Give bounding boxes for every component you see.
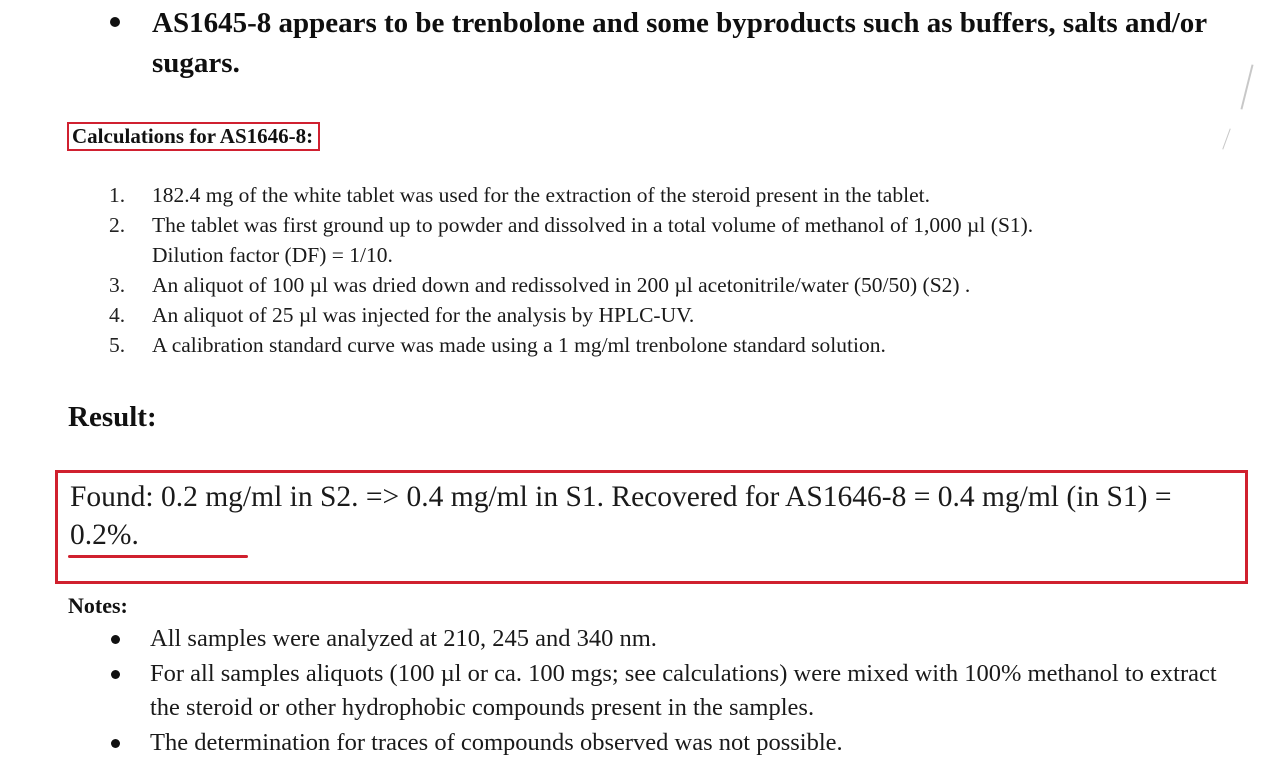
- bullet-icon: [111, 635, 120, 644]
- result-heading: Result:: [68, 401, 157, 433]
- notes-heading: Notes:: [68, 593, 128, 618]
- step-text-block: [152, 210, 1262, 270]
- step-text: A calibration standard curve was made using a 1 mg/ml trenbolone standard solution.: [152, 333, 886, 357]
- step-number: 3.: [109, 273, 126, 297]
- result-text: Found: 0.2 mg/ml in S2. => 0.4 mg/ml in S1. Recovered for AS1646-8 = 0.4 mg/ml (in S1) = 0.2%.: [70, 481, 1172, 551]
- result-underline-mark: [68, 555, 248, 558]
- step-text: An aliquot of 100 µl was dried down and redissolved in 200 µl acetonitrile/water (50/50) (S2) .: [152, 273, 971, 297]
- scan-artifact: [1222, 128, 1230, 149]
- step-text: The tablet was first ground up to powder and dissolved in a total volume of methanol of 1,000 µl (S1).: [152, 213, 1034, 237]
- step-text: An aliquot of 25 µl was injected for the analysis by HPLC-UV.: [152, 303, 695, 327]
- scan-artifact: [1240, 64, 1253, 109]
- note-text: All samples were analyzed at 210, 245 and 340 nm.: [150, 625, 657, 652]
- summary-bullet-text: AS1645-8 appears to be trenbolone and some byproducts such as buffers, salts and/or sugars.: [152, 7, 1207, 79]
- step-number: 2.: [109, 213, 126, 237]
- bullet-icon: [111, 670, 120, 679]
- step-text-continued: Dilution factor (DF) = 1/10.: [152, 243, 393, 267]
- step-number: 5.: [109, 333, 126, 357]
- note-text: The determination for traces of compounds observed was not possible.: [150, 729, 843, 756]
- step-number: 4.: [109, 303, 126, 327]
- step-text: 182.4 mg of the white tablet was used for the extraction of the steroid present in the tablet.: [152, 183, 930, 207]
- result-highlight-box: [55, 470, 1248, 584]
- step-number: 1.: [109, 183, 126, 207]
- note-text: For all samples aliquots (100 µl or ca. 100 mgs; see calculations) were mixed with 100% methanol to extract the steroid or other hydrophobic compounds present in the samples.: [150, 660, 1217, 721]
- bullet-icon: [111, 739, 120, 748]
- bullet-icon: [110, 17, 120, 27]
- calculations-heading: Calculations for AS1646-8:: [67, 122, 320, 151]
